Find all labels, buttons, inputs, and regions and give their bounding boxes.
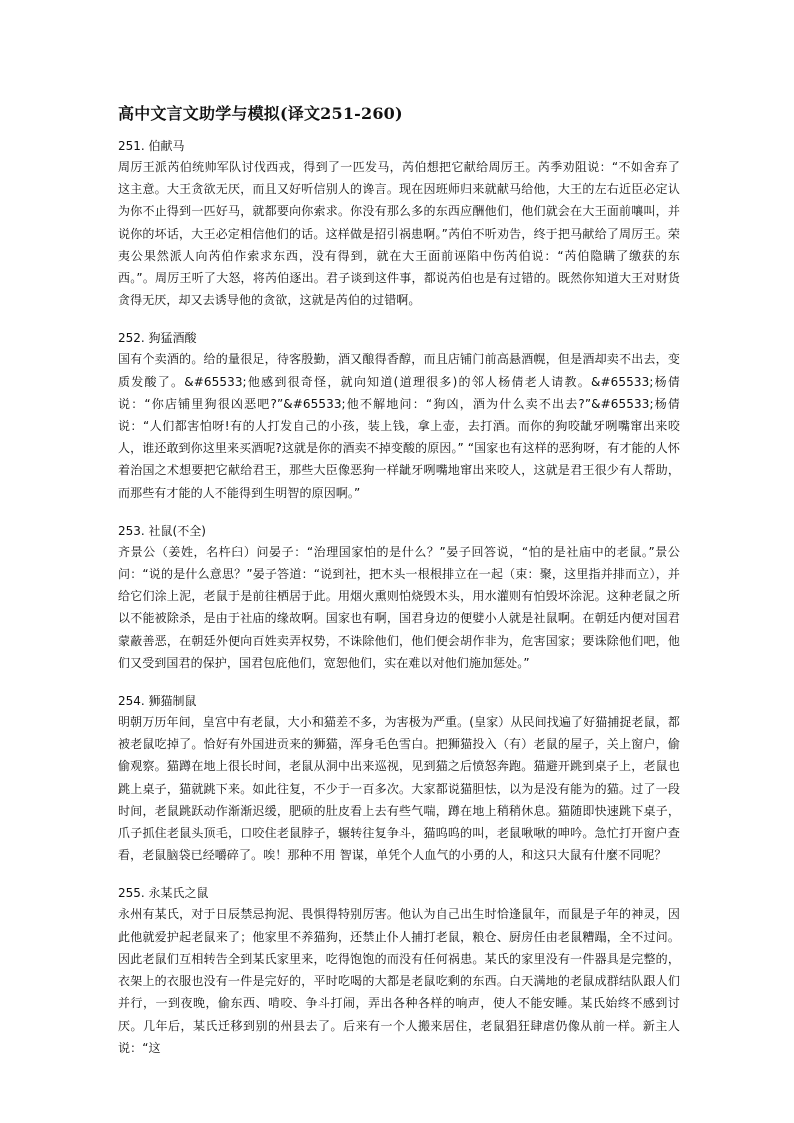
section-heading: 254. 狮猫制鼠: [118, 694, 197, 709]
document-title: 高中文言文助学与模拟(译文251-260): [118, 104, 403, 123]
section-heading: 253. 社鼠(不全): [118, 523, 206, 538]
section-text: 周厉王派芮伯统帅军队讨伐西戎，得到了一匹发马，芮伯想把它献给周厉王。芮季劝阻说：“不如舍弃了这主意。大王贪欲无厌，而且又好听信别人的谗言。现在因班师归来就献马给他，大王的左右近臣必定认为你不止得到一匹好马，就都要向你索求。你没有那么多的东西应酬他们，他们就会在大王面前嚷叫，并说你的坏话，大王必定相信他们的话。这样做是招引祸患啊。”芮伯不听劝告，终于把马献给了周厉王。荣夷公果然派人向芮伯作索求东西，没有得到，就在大王面前诬陷中伤芮伯说：“芮伯隐瞒了缴获的东西。”。周厉王听了大怒，将芮伯逐出。君子谈到这件事，都说芮伯也是有过错的。既然你知道大王对财货贪得无厌，却又去诱导他的贪欲，这就是芮伯的过错啊。: [118, 160, 680, 308]
section-text: 国有个卖酒的。给的量很足，待客殷勤，酒又酿得香醇，而且店铺门前高悬酒幌，但是酒却卖不出去，变质发酸了。&#65533;他感到很奇怪，就向知道(道理很多)的邻人杨倩老人请教。&#65533;杨倩说：“你店铺里狗很凶恶吧?”&#65533;他不解地问：“狗凶，酒为什么卖不出去?”&#65533;杨倩说：“人们都害怕呀!有的人打发自己的小孩，装上钱，拿上壶，去打酒。而你的狗咬龇牙咧嘴窜出来咬人，谁还敢到你这里来买酒呢?这就是你的酒卖不掉变酸的原因。” “国家也有这样的恶狗呀，有才能的人怀着治国之术想要把它献给君王，那些大臣像恶狗一样龇牙咧嘴地窜出来咬人，这就是君王很少有人帮助，而那些有才能的人不能得到生明智的原因啊。”: [118, 352, 680, 500]
section-heading: 255. 永某氏之鼠: [118, 886, 209, 901]
document-page: [118, 102, 680, 1076]
section-251: [118, 136, 680, 311]
section-252: [118, 328, 680, 503]
section-text: 齐景公（姜姓，名杵臼）问晏子：“治理国家怕的是什么？”晏子回答说，“怕的是社庙中的老鼠。”景公问：“说的是什么意思？”晏子答道：“说到社，把木头一根根排立在一起（束：聚，这里指并排而立），并给它们涂上泥，老鼠于是前往栖居于此。用烟火熏则怕烧毁木头，用水灌则有怕毁坏涂泥。这种老鼠之所以不能被除杀，是由于社庙的缘故啊。国家也有啊，国君身边的便嬖小人就是社鼠啊。在朝廷内便对国君蒙蔽善恶，在朝廷外便向百姓卖弄权势，不诛除他们，他们便会胡作非为，危害国家；要诛除他们吧，他们又受到国君的保护，国君包庇他们，宽恕他们，实在难以对他们施加惩处。”: [118, 544, 680, 670]
section-text: 明朝万历年间，皇宫中有老鼠，大小和猫差不多，为害极为严重。(皇家）从民间找遍了好猫捕捉老鼠，都被老鼠吃掉了。恰好有外国进贡来的狮猫，浑身毛色雪白。把狮猫投入（有）老鼠的屋子，关上窗户，偷偷观察。猫蹲在地上很长时间，老鼠从洞中出来巡视，见到猫之后愤怒奔跑。猫避开跳到桌子上，老鼠也跳上桌子，猫就跳下来。如此往复，不少于一百多次。大家都说猫胆怯，以为是没有能为的猫。过了一段时间，老鼠跳跃动作渐渐迟缓，肥硕的肚皮看上去有些气喘，蹲在地上稍稍休息。猫随即快速跳下桌子，爪子抓住老鼠头顶毛，口咬住老鼠脖子，辗转往复争斗，猫呜呜的叫，老鼠啾啾的呻吟。急忙打开窗户查看，老鼠脑袋已经嚼碎了。唉！那种不用 智谋，单凭个人血气的小勇的人，和这只大鼠有什麼不同呢？: [118, 715, 680, 863]
section-heading: 252. 狗猛酒酸: [118, 331, 197, 346]
section-253: [118, 521, 680, 674]
section-heading: 251. 伯献马: [118, 139, 185, 153]
section-255: [118, 883, 680, 1058]
section-text: 永州有某氏，对于日辰禁忌拘泥、畏惧得特别厉害。他认为自己出生时恰逢鼠年，而鼠是子年的神灵，因此他就爱护起老鼠来了；他家里不养猫狗，还禁止仆人捕打老鼠，粮仓、厨房任由老鼠糟蹋，全不过问。因此老鼠们互相转告全到某氏家里来，吃得饱饱的而没有任何祸患。某氏的家里没有一件器具是完整的，衣架上的衣服也没有一件是完好的，平时吃喝的大都是老鼠吃剩的东西。白天满地的老鼠成群结队跟人们并行，一到夜晚，偷东西、啃咬、争斗打闹，弄出各种各样的响声，使人不能安睡。某氏始终不感到讨厌。几年后，某氏迁移到别的州县去了。后来有一个人搬来居住，老鼠猖狂肆虐仍像从前一样。新主人说：“这: [118, 907, 680, 1055]
section-254: [118, 691, 680, 866]
